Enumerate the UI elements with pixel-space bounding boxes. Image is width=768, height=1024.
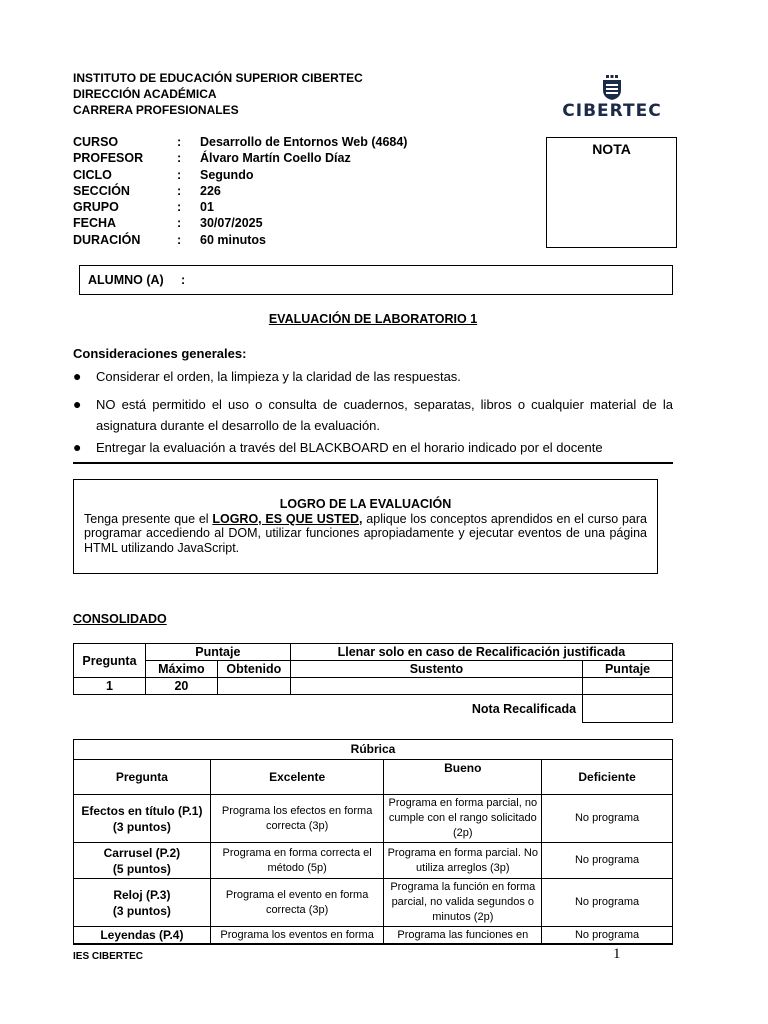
obtenido-header: Obtenido	[217, 661, 290, 678]
pregunta-header: Pregunta	[74, 644, 146, 678]
nota-box	[546, 137, 677, 248]
bullet-icon: ●	[73, 396, 82, 412]
consideration-item: ● Entregar la evaluación a través del BLACKBOARD en el horario indicado por el docente	[73, 437, 673, 458]
logo-text: CIBERTEC	[562, 101, 662, 121]
alumno-label: ALUMNO (A) :	[88, 273, 186, 287]
recalificacion-header: Llenar solo en caso de Recalificación justificada	[290, 644, 672, 661]
rubrica-header-bueno: Bueno	[384, 760, 542, 795]
info-row-grupo: GRUPO : 01	[73, 200, 214, 215]
bullet-icon: ●	[73, 368, 82, 384]
course-info	[73, 134, 407, 248]
nota-recalificada-label: Nota Recalificada	[471, 701, 577, 716]
bullet-icon: ●	[73, 439, 82, 455]
alumno-box	[79, 265, 673, 295]
consideration-item: ● NO está permitido el uso o consulta de cuadernos, separatas, libros o cualquier material de la asignatura durante el desarrollo de la evaluación.	[73, 394, 673, 436]
consolidado-table	[73, 643, 673, 723]
table-row: Reloj (P.3) (3 puntos) Programa el evento en forma correcta (3p) Programa la función en forma parcial, no valida segundos o minutos (2p) No programa	[74, 879, 673, 927]
row-obtenido-cell[interactable]	[217, 678, 290, 695]
career-name: CARRERA PROFESIONALES	[73, 103, 239, 117]
info-row-curso: CURSO : Desarrollo de Entornos Web (4684)	[73, 135, 408, 149]
rubrica-header-pregunta: Pregunta	[74, 760, 211, 795]
footer-institution: IES CIBERTEC	[73, 951, 144, 962]
considerations-title: Consideraciones generales:	[73, 346, 247, 361]
info-row-duracion: DURACIÓN : 60 minutos	[73, 232, 266, 247]
info-row-seccion: SECCIÓN : 226	[73, 183, 221, 198]
puntaje-header: Puntaje	[145, 644, 290, 661]
page-number: 1	[613, 946, 621, 962]
institution-name: INSTITUTO DE EDUCACIÓN SUPERIOR CIBERTEC	[73, 71, 363, 85]
divider	[73, 462, 673, 464]
evaluation-title: EVALUACIÓN DE LABORATORIO 1	[268, 312, 478, 326]
rubrica-table	[73, 739, 673, 944]
row-puntaje-cell[interactable]	[583, 678, 673, 695]
direction-name: DIRECCIÓN ACADÉMICA	[73, 87, 217, 101]
info-row-fecha: FECHA : 30/07/2025	[73, 216, 263, 231]
rubrica-header-excelente: Excelente	[210, 760, 384, 795]
rubrica-title: Rúbrica	[74, 740, 673, 760]
shield-icon	[601, 75, 623, 101]
rubrica-header-deficiente: Deficiente	[542, 760, 673, 795]
logro-text: Tenga presente que el LOGRO, ES QUE USTED, aplique los conceptos aprendidos en el curso para programar accediendo al DOM, utilizar funciones apropiadamente y ejecutar eventos de una página HTML utilizando JavaScript.	[84, 511, 647, 555]
row-sustento-cell[interactable]	[290, 678, 582, 695]
cibertec-logo	[560, 75, 664, 125]
nota-label: NOTA	[592, 141, 631, 157]
info-row-ciclo: CICLO : Segundo	[73, 167, 254, 182]
sustento-header: Sustento	[290, 661, 582, 678]
info-row-profesor: PROFESOR : Álvaro Martín Coello Díaz	[73, 151, 351, 166]
footer-divider	[73, 944, 673, 945]
table-row: Leyendas (P.4) Programa los eventos en forma Programa las funciones en No programa	[74, 927, 673, 944]
logro-title: LOGRO DE LA EVALUACIÓN	[279, 497, 452, 511]
table-row: Carrusel (P.2) (5 puntos) Programa en forma correcta el método (5p) Programa en forma parcial. No utiliza arreglos (3p) No programa	[74, 843, 673, 879]
nota-recalificada-cell[interactable]	[583, 695, 673, 723]
table-row: Efectos en título (P.1) (3 puntos) Programa los efectos en forma correcta (3p) Programa en forma parcial, no cumple con el rango solicitado (2p) No programa	[74, 795, 673, 843]
row-pregunta: 1	[74, 678, 146, 695]
puntaje2-header: Puntaje	[583, 661, 673, 678]
maximo-header: Máximo	[145, 661, 217, 678]
consolidado-title: CONSOLIDADO	[73, 612, 167, 626]
consideration-item: ● Considerar el orden, la limpieza y la claridad de las respuestas.	[73, 366, 673, 387]
row-maximo: 20	[145, 678, 217, 695]
logro-box	[73, 479, 658, 574]
